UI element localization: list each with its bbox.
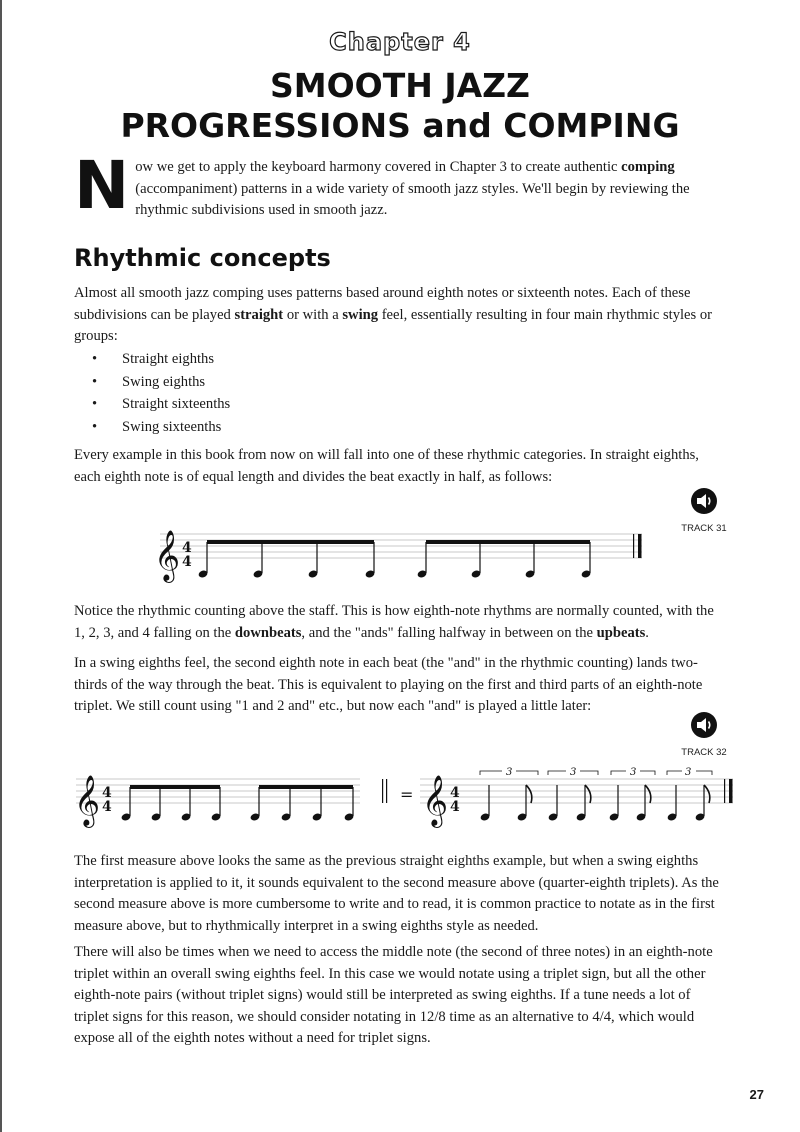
treble-clef-icon: 𝄞 — [74, 775, 101, 826]
para3-text-c: . — [645, 624, 649, 641]
time-signature-bottom: 4 — [450, 799, 460, 815]
eighth-note-group-1 — [198, 542, 376, 579]
eighth-note-group-left-1 — [121, 787, 222, 822]
triplet-number: 3 — [630, 767, 637, 778]
list-item: • Straight eighths — [92, 349, 230, 372]
list-item: • Straight sixteenths — [92, 394, 230, 417]
para1-bold-straight: straight — [234, 306, 284, 323]
drop-cap: N — [74, 147, 130, 224]
para3-bold-upbeats: upbeats — [596, 624, 646, 641]
note-flag — [704, 785, 710, 803]
para3-bold-downbeats: downbeats — [234, 624, 302, 641]
time-signature-top: 4 — [182, 540, 192, 556]
audio-track-32[interactable] — [674, 711, 734, 760]
page-edge-rule — [0, 0, 2, 1132]
track-label: TRACK 32 — [681, 747, 727, 758]
title-line-1: SMOOTH JAZZ — [269, 66, 530, 105]
treble-clef-icon: 𝄞 — [154, 530, 181, 581]
swing-eighths-staff — [70, 763, 740, 828]
triplet-group-1 — [480, 767, 538, 822]
note-flag — [585, 785, 591, 803]
triplet-group-2 — [548, 767, 598, 822]
equals-sign: = — [400, 785, 414, 804]
para1-text-c: feel, essentially resulting in four main rhythmic styles or groups: — [74, 306, 713, 344]
page-number: 27 — [749, 1087, 764, 1102]
list-item: • Swing sixteenths — [92, 417, 230, 440]
staff-lines-right — [420, 779, 733, 803]
staff-lines-left — [76, 779, 360, 803]
note-flag — [645, 785, 651, 803]
audio-track-31[interactable] — [674, 487, 734, 536]
paragraph-counting — [74, 601, 726, 644]
intro-text-b: (accompaniment) patterns in a wide variety of smooth jazz styles. We'll begin by reviewing the rhythmic subdivisions used in smooth jazz. — [135, 180, 690, 218]
para1-bold-swing: swing — [342, 306, 379, 323]
para3-text-a: Notice the rhythmic counting above the staff. This is how eighth-note rhythms are normally counted, with the 1, 2, 3, and 4 falling on the — [74, 603, 714, 641]
chapter-label: Chapter 4 — [329, 28, 471, 56]
triplet-number: 3 — [570, 767, 577, 778]
para1-text-a: Almost all smooth jazz comping uses patterns based around eighth notes or sixteenth notes. Each of these subdivisions can be played — [74, 285, 691, 323]
paragraph-triplet-signs: There will also be times when we need to access the middle note (the second of three notes) in an eighth-note triplet within an overall swing eighths feel. In this case we would notate using a triplet sign, but all the other eighth-note pairs (without triplet signs) would still be interpreted as swing eighths. If a tune needs a lot of triplet signs for this reason, we should consider notating in 12/8 time as an alternative to 4/4, which would expose all of the eighth notes without a need for triplet signs. — [74, 944, 713, 1046]
para1-text-b: or with a — [283, 306, 343, 323]
intro-paragraph — [74, 147, 726, 224]
staff-lines — [160, 534, 642, 558]
eighth-note-group-left-2 — [250, 787, 355, 822]
intro-bold-term: comping — [621, 159, 675, 175]
section-heading: Rhythmic concepts — [74, 244, 331, 272]
eighth-note-group-2 — [417, 542, 592, 579]
intro-text-a: ow we get to apply the keyboard harmony covered in Chapter 3 to create authentic — [135, 159, 622, 175]
track-label: TRACK 31 — [681, 523, 727, 534]
list-item: • Swing eighths — [92, 372, 230, 395]
triplet-group-4 — [667, 767, 712, 822]
double-barline — [382, 779, 387, 803]
time-signature-top: 4 — [102, 785, 112, 801]
paragraph-straight-eighths: Every example in this book from now on will fall into one of these rhythmic categories. In straight eighths, each eighth note is of equal length and divides the beat exactly in half, as follows: — [74, 447, 699, 485]
time-signature-bottom: 4 — [182, 554, 192, 570]
triplet-number: 3 — [506, 767, 513, 778]
speaker-icon — [690, 487, 718, 515]
time-signature-bottom: 4 — [102, 799, 112, 815]
para3-text-b: , and the "ands" falling halfway in between on the — [301, 624, 597, 641]
triplet-group-3 — [609, 767, 655, 822]
straight-eighths-staff — [150, 522, 660, 587]
speaker-icon — [690, 711, 718, 739]
paragraph-notation-practice: The first measure above looks the same as the previous straight eighths example, but when a swing eighths interpretation is applied to it, it sounds equivalent to the second measure above (quarter-eighth triplets). As the second measure above is more cumbersome to write and to read, it is common practice to notate as in the first measure above, but to rhythmically interpret in a swing eighths style as needed. — [74, 853, 719, 934]
time-signature-top: 4 — [450, 785, 460, 801]
paragraph-swing-eighths: In a swing eighths feel, the second eighth note in each beat (the "and" in the rhythmic counting) lands two-thirds of the way through the beat. This is equivalent to playing on the first and third parts of an eighth-note triplet. We still count using "1 and 2 and" etc., but now each "and" is played a little later: — [74, 655, 703, 714]
triplet-number: 3 — [685, 767, 692, 778]
note-flag — [526, 785, 532, 803]
title-line-2: PROGRESSIONS and COMPING — [120, 106, 680, 145]
paragraph-subdivisions — [74, 283, 726, 348]
treble-clef-icon: 𝄞 — [422, 775, 449, 826]
chapter-title — [0, 66, 800, 146]
rhythm-style-list — [92, 349, 230, 439]
